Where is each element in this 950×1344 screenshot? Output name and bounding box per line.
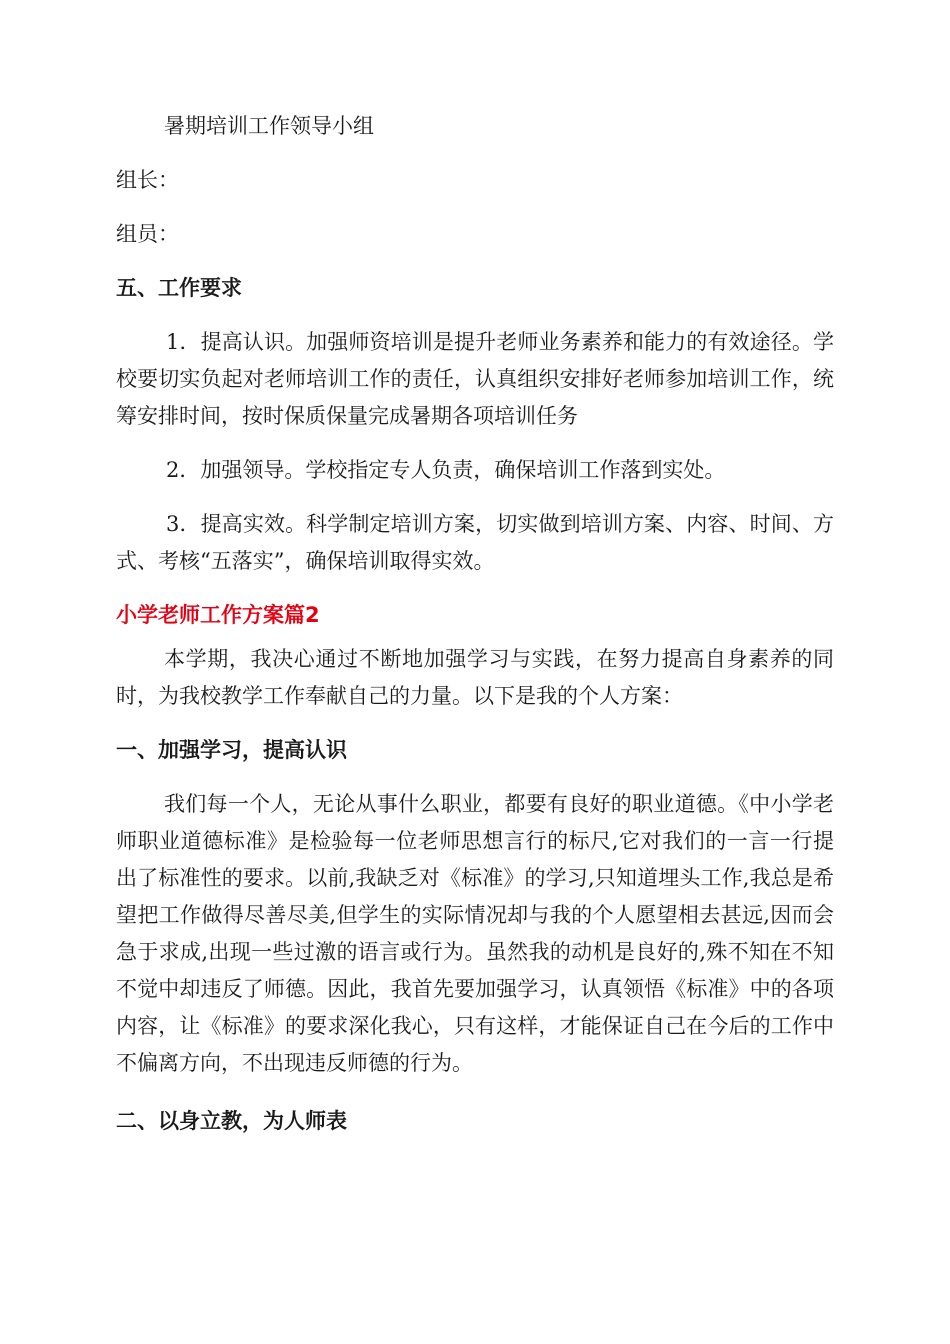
- plan-2-title: 小学老师工作方案篇2: [116, 603, 320, 627]
- document-body: [116, 108, 834, 1140]
- members-line: 组员：: [116, 222, 179, 246]
- section-5-heading: 五、工作要求: [116, 276, 242, 300]
- part-1-body: 我们每一个人，无论从事什么职业，都要有良好的职业道德。《中小学老师职业道德标准》是检验每一位老师思想言行的标尺,它对我们的一言一行提出了标准性的要求。以前,我缺乏对《标准》的学习,只知道埋头工作,我总是希望把工作做得尽善尽美,但学生的实际情况却与我的个人愿望相去甚远,因而会急于求成,出现一些过激的语言或行为。虽然我的动机是良好的,殊不知在不知不觉中却违反了师德。因此，我首先要加强学习，认真领悟《标准》中的各项内容，让《标准》的要求深化我心，只有这样，才能保证自己在今后的工作中不偏离方向，不出现违反师德的行为。: [116, 792, 834, 1075]
- requirement-3: 3．提高实效。科学制定培训方案，切实做到培训方案、内容、时间、方式、考核“五落实”，确保培训取得实效。: [116, 512, 834, 573]
- requirement-1: 1．提高认识。加强师资培训是提升老师业务素养和能力的有效途径。学校要切实负起对老师培训工作的责任，认真组织安排好老师参加培训工作，统筹安排时间，按时保质保量完成暑期各项培训任务: [116, 330, 834, 428]
- intro-paragraph: 本学期，我决心通过不断地加强学习与实践，在努力提高自身素养的同时，为我校教学工作奉献自己的力量。以下是我的个人方案：: [116, 647, 834, 708]
- leader-line: 组长：: [116, 168, 179, 192]
- requirement-2: 2．加强领导。学校指定专人负责，确保培训工作落到实处。: [166, 458, 726, 482]
- part-1-heading: 一、加强学习，提高认识: [116, 738, 347, 762]
- leader-group-line: 暑期培训工作领导小组: [164, 114, 374, 138]
- part-2-heading: 二、以身立教，为人师表: [116, 1109, 347, 1133]
